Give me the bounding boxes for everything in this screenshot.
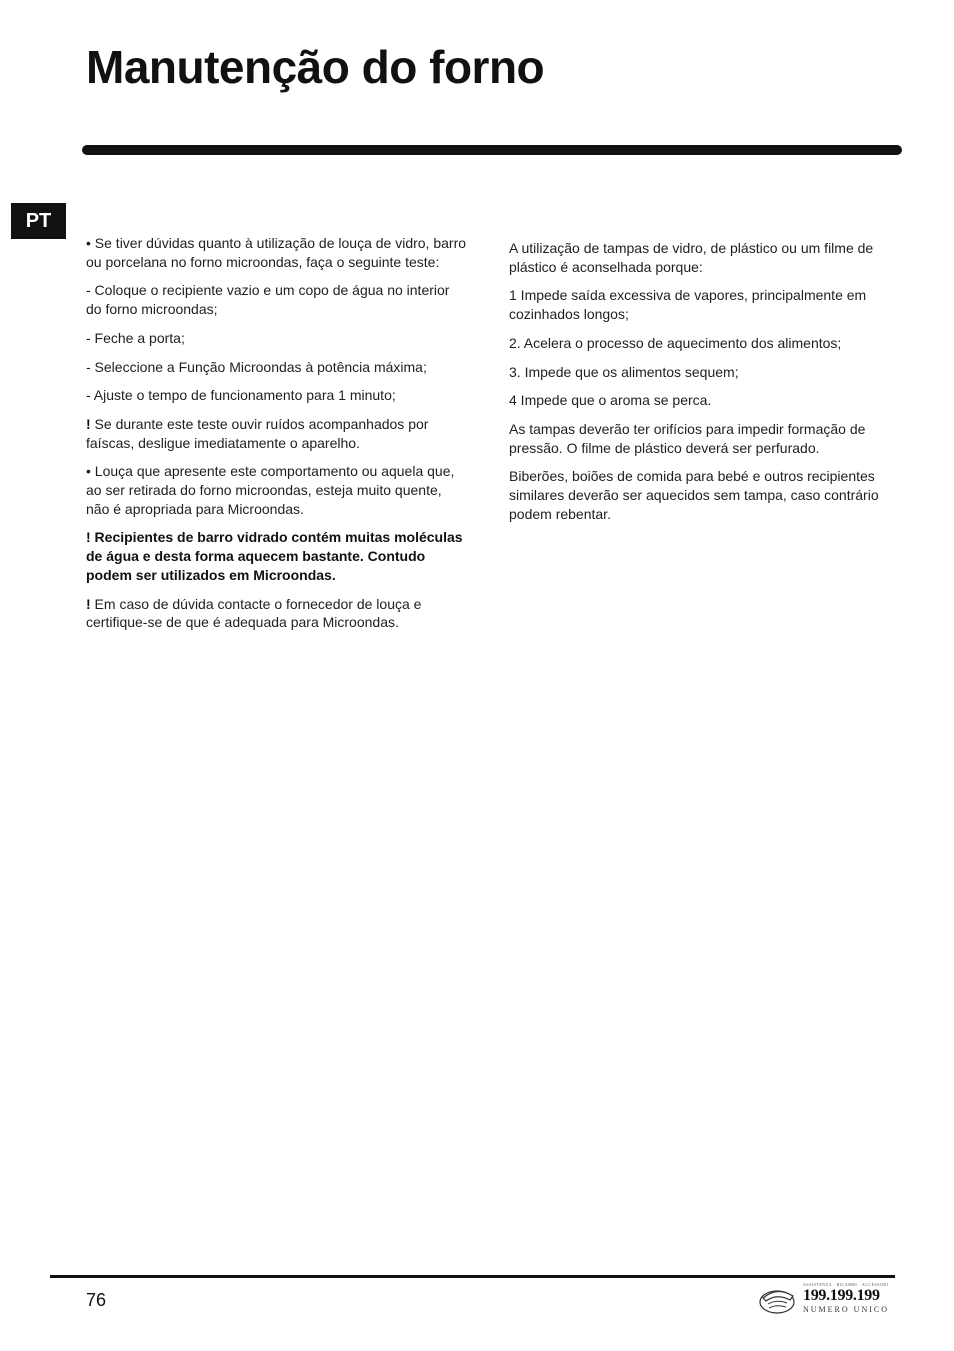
warning-mark-icon: ! <box>86 529 91 546</box>
language-tab: PT <box>11 203 66 239</box>
step-set-time: - Ajuste o tempo de funcionamento para 1 minuto; <box>86 387 396 404</box>
telephone-icon <box>757 1284 801 1316</box>
warning-glazed-clay <box>86 528 468 584</box>
right-column <box>509 239 889 533</box>
reason-4: 4 Impede que o aroma se perca. <box>509 392 712 409</box>
paragraph-unsuitable-dishes: • Louça que apresente este comportamento ou aquela que, ao ser retirada do forno microondas, esteja muito quente, não é apropriada para Microondas. <box>86 463 455 517</box>
footer-divider <box>50 1275 895 1278</box>
title-divider <box>82 145 902 155</box>
left-column <box>86 234 468 642</box>
page-title: Manutenção do forno <box>86 41 545 93</box>
warning-sparks <box>86 415 468 452</box>
logo-subtitle: NUMERO UNICO <box>803 1305 889 1314</box>
warning-glazed-clay-text: Recipientes de barro vidrado contém muitas moléculas de água e desta forma aquecem bastante. Contudo podem ser utilizados em Microondas. <box>86 529 463 583</box>
step-place-container: - Coloque o recipiente vazio e um copo de água no interior do forno microondas; <box>86 282 450 318</box>
service-logo <box>757 1284 897 1316</box>
warning-contact-supplier <box>86 595 468 632</box>
logo-tagline: ASSISTENZA · RICAMBI · ACCESSORI <box>803 1282 889 1287</box>
paragraph-lid-holes: As tampas deverão ter orifícios para impedir formação de pressão. O filme de plástico deverá ser perfurado. <box>509 420 866 456</box>
warning-mark-icon: ! <box>86 415 91 432</box>
warning-mark-icon: ! <box>86 595 91 612</box>
paragraph-lids-intro: A utilização de tampas de vidro, de plástico ou um filme de plástico é aconselhada porque: <box>509 240 874 275</box>
warning-contact-supplier-text: Em caso de dúvida contacte o fornecedor de louça e certifique-se de que é adequada para Microondas. <box>86 595 422 631</box>
reason-3: 3. Impede que os alimentos sequem; <box>509 363 739 380</box>
reason-2: 2. Acelera o processo de aquecimento dos alimentos; <box>509 334 842 351</box>
page-number: 76 <box>86 1290 107 1310</box>
paragraph-baby-bottles: Biberões, boiões de comida para bebé e outros recipientes similares deverão ser aquecidos sem tampa, caso contrário podem rebentar. <box>509 468 879 522</box>
paragraph-test-intro: • Se tiver dúvidas quanto à utilização de louça de vidro, barro ou porcelana no forno microondas, faça o seguinte teste: <box>86 235 467 270</box>
warning-sparks-text: Se durante este teste ouvir ruídos acompanhados por faíscas, desligue imediatamente o aparelho. <box>86 415 429 451</box>
step-select-function: - Seleccione a Função Microondas à potência máxima; <box>86 358 427 375</box>
step-close-door: - Feche a porta; <box>86 329 185 346</box>
service-phone-number: 199.199.199 <box>803 1287 880 1304</box>
reason-1: 1 Impede saída excessiva de vapores, principalmente em cozinhados longos; <box>509 287 867 323</box>
